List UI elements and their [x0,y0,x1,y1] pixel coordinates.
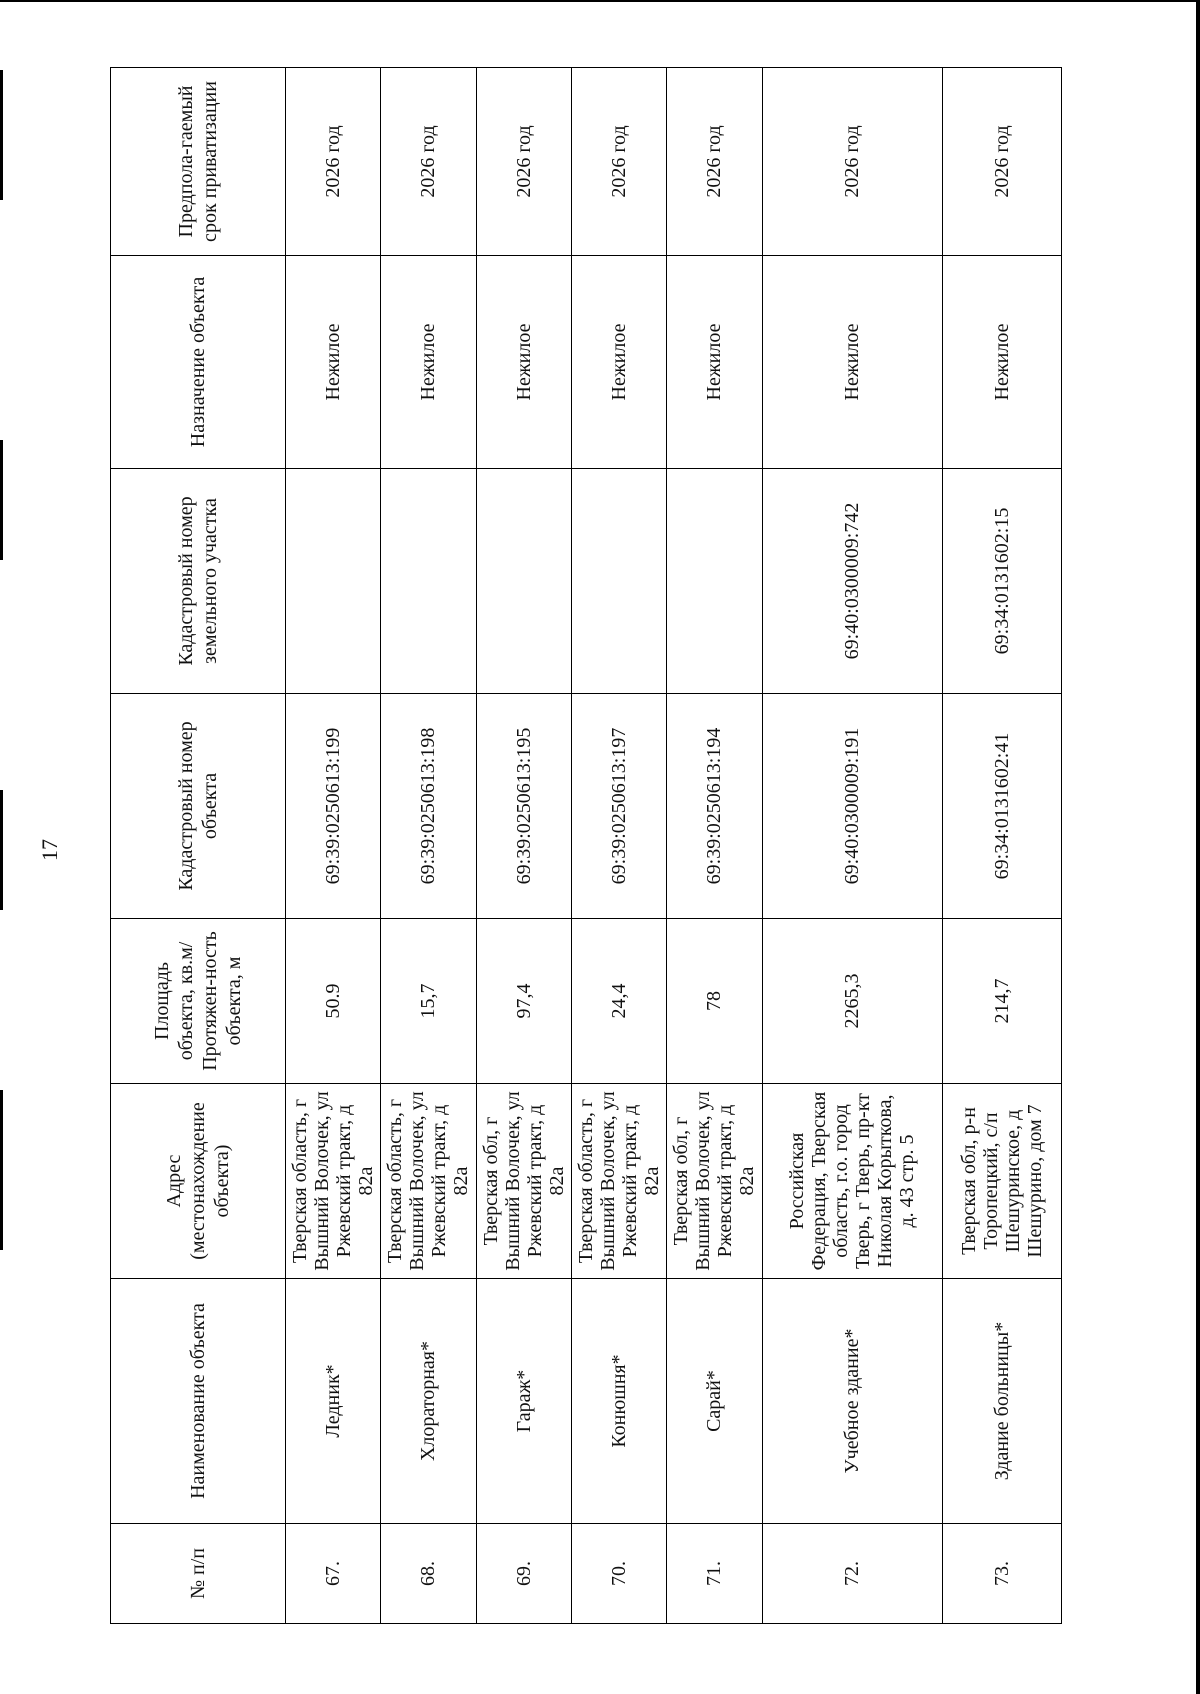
cell-cadastral-land: 69:40:0300009:742 [762,469,942,694]
cell-name: Ледник* [286,1279,381,1524]
cell-purpose: Нежилое [381,256,476,469]
cell-num: 73. [943,1524,1062,1624]
cell-cadastral-land [476,469,571,694]
cell-name: Сарай* [667,1279,762,1524]
table-row [286,68,381,1624]
cell-name: Гараж* [476,1279,571,1524]
header-cadastral-object: Кадастровый номер объекта [111,694,286,919]
header-address: Адрес (местонахождение объекта) [111,1084,286,1279]
cell-area: 24,4 [571,919,666,1084]
cell-cadastral-object: 69:39:0250613:195 [476,694,571,919]
cell-num: 71. [667,1524,762,1624]
scan-mark-left-2 [0,440,3,560]
header-purpose: Назначение объекта [111,256,286,469]
cell-cadastral-object: 69:39:0250613:194 [667,694,762,919]
cell-cadastral-object: 69:39:0250613:199 [286,694,381,919]
cell-purpose: Нежилое [476,256,571,469]
table-row [476,68,571,1624]
privatization-table [110,67,1062,1624]
scan-mark-left-3 [0,790,3,910]
table-header-row [111,68,286,1624]
scan-edge-right [1196,0,1200,1694]
cell-purpose: Нежилое [943,256,1062,469]
cell-address: Тверская обл, р-н Торопецкий, с/п Шешуринское, д Шешурино, дом 7 [943,1084,1062,1279]
header-term: Предпола-гаемый срок приватизации [111,68,286,256]
scan-mark-left-4 [0,1090,3,1250]
cell-area: 50.9 [286,919,381,1084]
scan-edge-top [0,0,1200,2]
scan-mark-left-1 [0,70,3,200]
cell-area: 2265,3 [762,919,942,1084]
cell-term: 2026 год [286,68,381,256]
cell-num: 69. [476,1524,571,1624]
cell-address: Тверская область, г Вышний Волочек, ул Ржевский тракт, д 82а [286,1084,381,1279]
cell-cadastral-object: 69:34:0131602:41 [943,694,1062,919]
cell-term: 2026 год [762,68,942,256]
table-row [762,68,942,1624]
cell-name: Здание больницы* [943,1279,1062,1524]
cell-term: 2026 год [571,68,666,256]
cell-cadastral-land [286,469,381,694]
cell-purpose: Нежилое [571,256,666,469]
cell-address: Тверская обл, г Вышний Волочек, ул Ржевский тракт, д 82а [476,1084,571,1279]
cell-cadastral-land: 69:34:0131602:15 [943,469,1062,694]
cell-num: 72. [762,1524,942,1624]
cell-num: 68. [381,1524,476,1624]
cell-name: Учебное здание* [762,1279,942,1524]
header-area: Площадь объекта, кв.м/ Протяжен-ность объекта, м [111,919,286,1084]
cell-address: Российская Федерация, Тверская область, г.о. город Тверь, г Тверь, пр-кт Николая Корыткова, д. 43 стр. 5 [762,1084,942,1279]
cell-purpose: Нежилое [667,256,762,469]
cell-name: Конюшня* [571,1279,666,1524]
header-num: № п/п [111,1524,286,1624]
cell-cadastral-object: 69:39:0250613:197 [571,694,666,919]
cell-name: Хлораторная* [381,1279,476,1524]
cell-term: 2026 год [943,68,1062,256]
cell-cadastral-object: 69:39:0250613:198 [381,694,476,919]
cell-num: 67. [286,1524,381,1624]
cell-cadastral-land [571,469,666,694]
cell-purpose: Нежилое [286,256,381,469]
cell-area: 15,7 [381,919,476,1084]
table-row [571,68,666,1624]
table-row [381,68,476,1624]
table-row [667,68,762,1624]
cell-cadastral-land [667,469,762,694]
cell-area: 78 [667,919,762,1084]
cell-num: 70. [571,1524,666,1624]
cell-area: 97,4 [476,919,571,1084]
cell-term: 2026 год [381,68,476,256]
cell-area: 214,7 [943,919,1062,1084]
privatization-table-rotated [110,68,1062,1624]
header-cadastral-land: Кадастровый номер земельного участка [111,469,286,694]
cell-term: 2026 год [476,68,571,256]
cell-address: Тверская обл, г Вышний Волочек, ул Ржевский тракт, д 82а [667,1084,762,1279]
cell-address: Тверская область, г Вышний Волочек, ул Ржевский тракт, д 82а [381,1084,476,1279]
header-name: Наименование объекта [111,1279,286,1524]
cell-cadastral-land [381,469,476,694]
page-number: 17 [37,839,62,861]
cell-purpose: Нежилое [762,256,942,469]
cell-term: 2026 год [667,68,762,256]
table-row [943,68,1062,1624]
cell-address: Тверская область, г Вышний Волочек, ул Ржевский тракт, д 82а [571,1084,666,1279]
cell-cadastral-object: 69:40:0300009:191 [762,694,942,919]
